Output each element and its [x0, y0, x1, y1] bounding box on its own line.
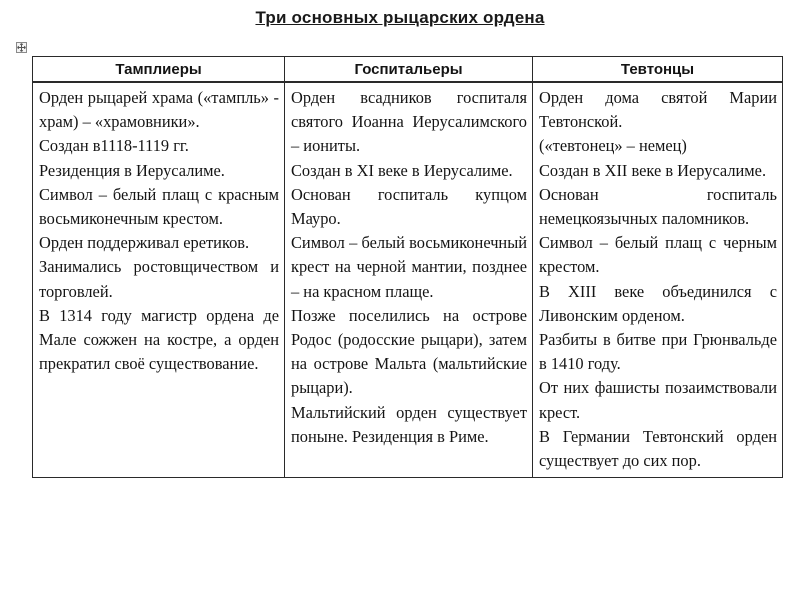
hospitallers-paragraph: Создан в XI веке в Иерусалиме. — [291, 160, 513, 180]
header-templars: Тамплиеры — [33, 57, 285, 83]
hospitallers-paragraph: Орден всадников госпиталя святого Иоанна Иерусалимского – иониты. — [291, 88, 527, 156]
teutons-paragraph: От них фашисты позаимствовали крест. — [539, 378, 777, 422]
templars-paragraph: В 1314 году магистр ордена де Мале сожжен на костре, а орден прекратил своё существование. — [39, 305, 279, 374]
templars-paragraph: Орден поддерживал еретиков. — [39, 233, 250, 253]
orders-table — [32, 56, 783, 478]
teutons-paragraph: Разбиты в битве при Грюнвальде в 1410 году. — [539, 330, 777, 374]
templars-paragraph: Занимались ростовщичеством и торговлей. — [39, 257, 279, 301]
hospitallers-paragraph: Позже поселились на острове Родос (родосские рыцари), затем на острове Мальта (мальтийские рыцари). — [291, 305, 527, 398]
templars-paragraph: Резиденция в Иерусалиме. — [39, 160, 225, 180]
teutons-paragraph: В Германии Тевтонский орден существует до сих пор. — [539, 426, 777, 471]
teutons-paragraph: Основан госпиталь немецкоязычных паломников. — [539, 184, 777, 229]
teutons-paragraph: («тевтонец» – немец) — [539, 136, 687, 156]
table-row — [33, 82, 783, 478]
templars-paragraph: Создан в1118-1119 гг. — [39, 136, 189, 156]
teutons-paragraph: Создан в XII веке в Иерусалиме. — [539, 160, 767, 180]
teutons-paragraph: В XIII веке объединился с Ливонским орденом. — [539, 281, 777, 325]
hospitallers-paragraph: Основан госпиталь купцом Мауро. — [291, 184, 527, 229]
cell-teutons — [533, 82, 783, 478]
templars-paragraph: Орден рыцарей храма («тампль» - храм) – «храмовники». — [39, 88, 279, 132]
teutons-paragraph: Символ – белый плащ с черным крестом. — [539, 233, 777, 277]
table-header-row — [33, 57, 783, 83]
templars-paragraph: Символ – белый плащ с красным восьмиконечным крестом. — [39, 184, 279, 229]
hospitallers-paragraph: Символ – белый восьмиконечный крест на черной мантии, позднее – на красном плаще. — [291, 233, 527, 301]
header-teutons: Тевтонцы — [533, 57, 783, 83]
header-hospitallers: Госпитальеры — [285, 57, 533, 83]
page-title: Три основных рыцарских ордена — [255, 8, 545, 27]
cell-templars — [33, 82, 285, 478]
cell-hospitallers — [285, 82, 533, 478]
table-move-handle-icon[interactable] — [16, 42, 27, 53]
teutons-paragraph: Орден дома святой Марии Тевтонской. — [539, 88, 777, 132]
hospitallers-paragraph: Мальтийский орден существует поныне. Резиденция в Риме. — [291, 402, 527, 446]
